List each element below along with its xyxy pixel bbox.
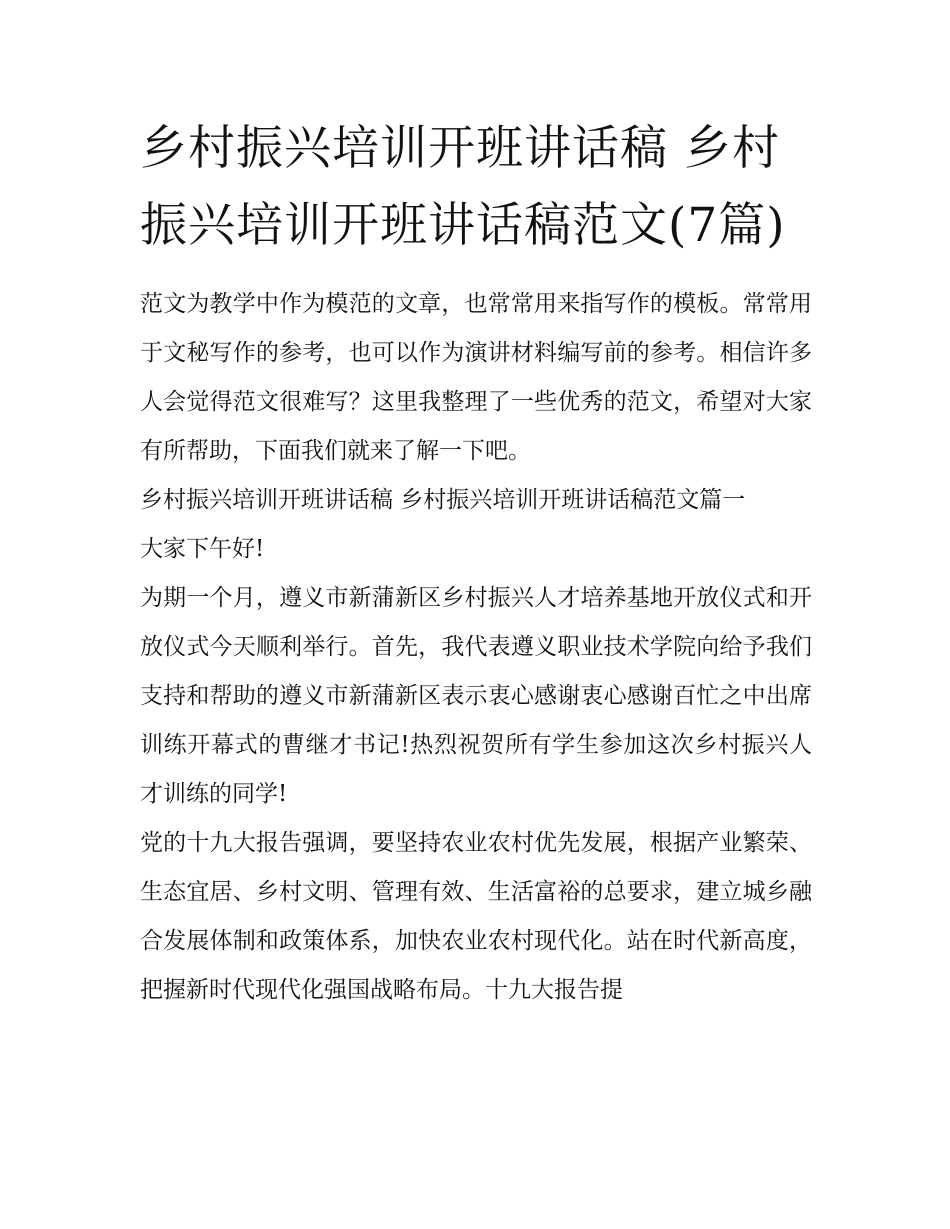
document-title: 乡村振兴培训开班讲话稿 乡村振兴培训开班讲话稿范文(7篇) [140, 121, 786, 253]
paragraph-intro: 范文为教学中作为模范的文章，也常常用来指写作的模板。常常用于文秘写作的参考，也可以作为演讲材料编写前的参考。相信许多人会觉得范文很难写？这里我整理了一些优秀的范文，希望对大家有所帮助，下面我们就来了解一下吧。 [140, 291, 812, 464]
document-page [140, 110, 812, 1015]
paragraph-section-heading: 乡村振兴培训开班讲话稿 乡村振兴培训开班讲话稿范文篇一 [140, 487, 746, 513]
paragraph-greeting: 大家下午好! [140, 536, 265, 562]
paragraph-policy: 党的十九大报告强调，要坚持农业农村优先发展，根据产业繁荣、生态宜居、乡村文明、管理有效、生活富裕的总要求，建立城乡融合发展体制和政策体系，加快农业农村现代化。站在时代新高度，把握新时代现代化强国战略布局。十九大报告提 [140, 830, 812, 1003]
paragraph-opening: 为期一个月，遵义市新蒲新区乡村振兴人才培养基地开放仪式和开放仪式今天顺利举行。首先，我代表遵义职业技术学院向给予我们支持和帮助的遵义市新蒲新区表示衷心感谢衷心感谢百忙之中出席训练开幕式的曹继才书记!热烈祝贺所有学生参加这次乡村振兴人才训练的同学! [140, 585, 812, 807]
